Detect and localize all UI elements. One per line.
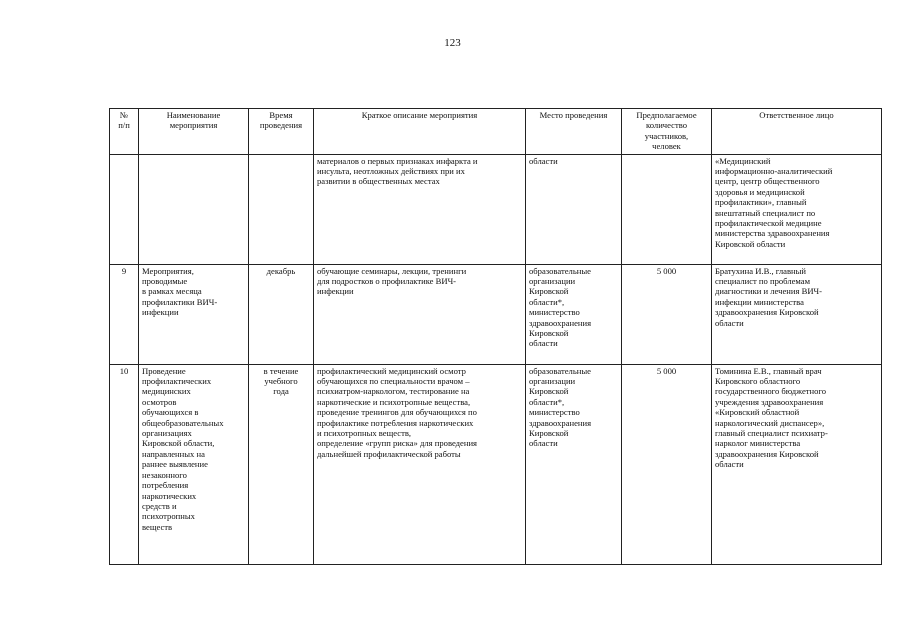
header-participants: Предполагаемое количество участников, человек [622, 109, 712, 155]
page-number: 123 [444, 37, 461, 49]
event-description: материалов о первых признаках инфаркта и инсульта, неотложных действиях при их развитии в общественных местах [314, 154, 526, 264]
header-responsible: Ответственное лицо [712, 109, 882, 155]
row-number: 9 [110, 264, 139, 364]
event-participants [622, 154, 712, 264]
event-description: профилактический медицинский осмотр обучающихся по специальности врачом – психиатром-наркологом, тестирование на наркотические и психотропные вещества, проведение тренингов для обучающихся по профилактике потребления наркотических и психотропных веществ, определение «групп риска» для проведения дальнейшей профилактической работы [314, 364, 526, 564]
event-responsible: «Медицинский информационно-аналитический центр, центр общественного здоровья и медицинской профилактики», главный внештатный специалист по профилактической медицине министерства здравоохранения Кировской области [712, 154, 882, 264]
event-time: декабрь [249, 264, 314, 364]
header-time: Время проведения [249, 109, 314, 155]
events-table [109, 108, 882, 565]
event-name: Проведение профилактических медицинских осмотров обучающихся в общеобразовательных организациях Кировской области, направленных на раннее выявление незаконного потребления наркотических средств и психотропных веществ [139, 364, 249, 564]
event-participants: 5 000 [622, 264, 712, 364]
header-name: Наименование мероприятия [139, 109, 249, 155]
row-number [110, 154, 139, 264]
header-place: Место проведения [526, 109, 622, 155]
header-description: Краткое описание мероприятия [314, 109, 526, 155]
table-header-row [110, 109, 882, 155]
event-time: в течение учебного года [249, 364, 314, 564]
event-description: обучающие семинары, лекции, тренинги для подростков о профилактике ВИЧ- инфекции [314, 264, 526, 364]
event-name: Мероприятия, проводимые в рамках месяца профилактики ВИЧ- инфекции [139, 264, 249, 364]
table-row [110, 264, 882, 364]
event-responsible: Томинина Е.В., главный врач Кировского областного государственного бюджетного учреждения здравоохранения «Кировский областной наркологический диспансер», главный специалист психиатр- нарколог министерства здравоохранения Кировской области [712, 364, 882, 564]
event-participants: 5 000 [622, 364, 712, 564]
header-number: № п/п [110, 109, 139, 155]
event-place: образовательные организации Кировской области*, министерство здравоохранения Кировской области [526, 264, 622, 364]
table-row [110, 364, 882, 564]
table-row [110, 154, 882, 264]
event-responsible: Братухина И.В., главный специалист по проблемам диагностики и лечения ВИЧ- инфекции министерства здравоохранения Кировской области [712, 264, 882, 364]
event-time [249, 154, 314, 264]
row-number: 10 [110, 364, 139, 564]
event-place: области [526, 154, 622, 264]
event-place: образовательные организации Кировской области*, министерство здравоохранения Кировской области [526, 364, 622, 564]
event-name [139, 154, 249, 264]
